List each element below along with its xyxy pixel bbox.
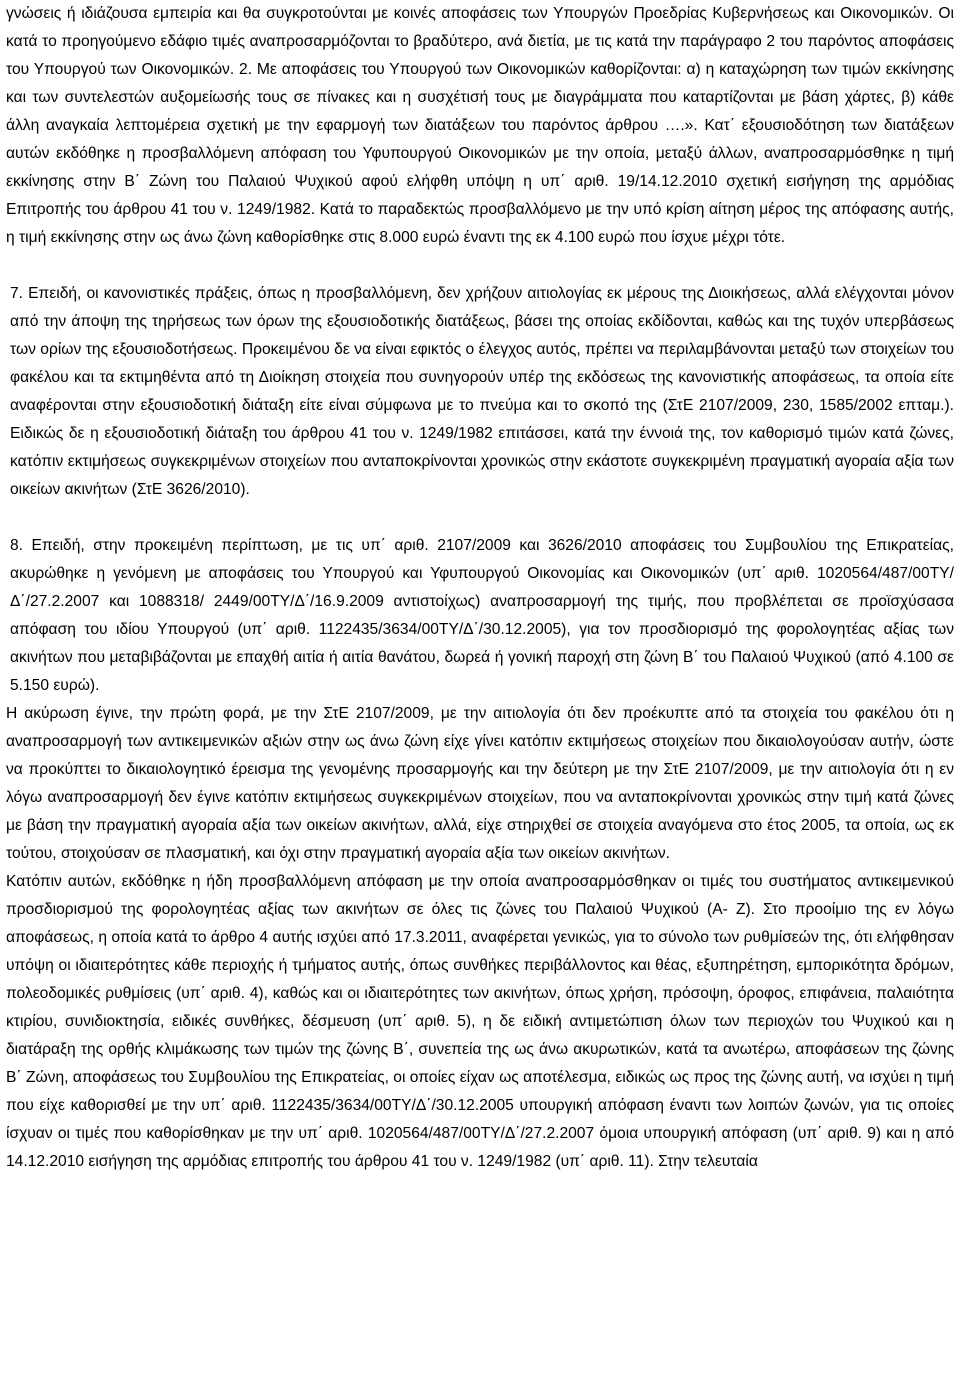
paragraph-8: 8. Επειδή, στην προκειμένη περίπτωση, με τις υπ΄ αριθ. 2107/2009 και 3626/2010 αποφάσεις του Συμβουλίου της Επικρατείας, ακυρώθηκε η γενόμενη με αποφάσεις του Υπουργού και Υφυπουργού Οικονομίας και Οικονομικών (υπ΄ αριθ. 1020564/487/00ΤΥ/Δ΄/27.2.2007 και 1088318/ 2449/00ΤΥ/Δ΄/16.9.2009 αντιστοίχως) αναπροσαρμογή της τιμής, που προβλέπεται σε προϊσχύσασα απόφαση του ιδίου Υπουργού (υπ΄ αριθ. 1122435/3634/00ΤΥ/Δ΄/30.12.2005), για τον προσδιορισμό της φορολογητέας αξίας των ακινήτων που μεταβιβάζονται με επαχθή αιτία ή αιτία θανάτου, δωρεά ή γονική παροχή στη ζώνη Β΄ του Παλαιού Ψυχικού (από 4.100 σε 5.150 ευρώ). (10, 537, 954, 694)
paragraph-spacer (6, 252, 954, 280)
paragraph-intro: γνώσεις ή ιδιάζουσα εμπειρία και θα συγκροτούνται με κοινές αποφάσεις των Υπουργών Προεδρίας Κυβερνήσεως και Οικονομικών. Οι κατά το προηγούμενο εδάφιο τιμές αναπροσαρμόζονται το βραδύτερο, ανά διετία, με τις κατά την παράγραφο 2 του παρόντος αποφάσεις του Υπουργού των Οικονομικών. 2. Με αποφάσεις του Υπουργού των Οικονομικών καθορίζονται: α) η καταχώρηση των τιμών εκκίνησης και των συντελεστών αυξομείωσής τους σε πίνακες και η συσχέτισή τους με διαγράμματα που καταρτίζονται με βάση χάρτες, β) κάθε άλλη αναγκαία λεπτομέρεια σχετική με την εφαρμογή των διατάξεων του παρόντος άρθρου ….». Κατ΄ εξουσιοδότηση των διατάξεων αυτών εκδόθηκε η προσβαλλόμενη απόφαση του Υφυπουργού Οικονομικών με την οποία, μεταξύ άλλων, αναπροσαρμόσθηκε η τιμή εκκίνησης στην Β΄ Ζώνη του Παλαιού Ψυχικού αφού ελήφθη υπόψη η υπ΄ αριθ. 19/14.12.2010 σχετική εισήγηση της αρμόδιας Επιτροπής του άρθρου 41 του ν. 1249/1982. Κατά το παραδεκτώς προσβαλλόμενο με την υπό κρίση αίτηση μέρος της απόφασης αυτής, η τιμή εκκίνησης στην ως άνω ζώνη καθορίσθηκε στις 8.000 ευρώ έναντι της εκ 4.100 ευρώ που ίσχυε μέχρι τότε. (6, 5, 954, 246)
document-page (6, 0, 954, 1176)
paragraph-spacer (6, 504, 954, 532)
paragraph-7: 7. Επειδή, οι κανονιστικές πράξεις, όπως η προσβαλλόμενη, δεν χρήζουν αιτιολογίας εκ μέρους της Διοικήσεως, αλλά ελέγχονται μόνον από την άποψη της τηρήσεως των όρων της εξουσιοδοτικής διατάξεως, βάσει της οποίας εκδίδονται, καθώς και της τυχόν υπερβάσεως των ορίων της εξουσιοδοτήσεως. Προκειμένου δε να είναι εφικτός ο έλεγχος αυτός, πρέπει να περιλαμβάνονται μεταξύ των στοιχείων του φακέλου και τα εκτιμηθέντα από τη Διοίκηση στοιχεία που συνηγορούν υπέρ της εκδόσεως της κανονιστικής αποφάσεως, τα οποία είτε αναφέρονται στην εξουσιοδοτική διάταξη είτε είναι σύμφωνα με το πνεύμα και το σκοπό της (ΣτΕ 2107/2009, 230, 1585/2002 επταμ.). Ειδικώς δε η εξουσιοδοτική διάταξη του άρθρου 41 του ν. 1249/1982 επιτάσσει, κατά την έννοιά της, τον καθορισμό τιμών κατά ζώνες, κατόπιν εκτιμήσεως συγκεκριμένων στοιχείων που ανταποκρίνονται χρονικώς στην εκάστοτε συγκεκριμένη πραγματική αγοραία αξία των οικείων ακινήτων (ΣτΕ 3626/2010). (10, 285, 954, 498)
paragraph-consequently: Κατόπιν αυτών, εκδόθηκε η ήδη προσβαλλόμενη απόφαση με την οποία αναπροσαρμόσθηκαν οι τιμές του συστήματος αντικειμενικού προσδιορισμού της φορολογητέας αξίας των ακινήτων σε όλες τις ζώνες του Παλαιού Ψυχικού (Α- Ζ). Στο προοίμιο της εν λόγω αποφάσεως, η οποία κατά το άρθρο 4 αυτής ισχύει από 17.3.2011, αναφέρεται γενικώς, για το σύνολο των ρυθμίσεών της, ότι ελήφθησαν υπόψη οι ιδιαιτερότητες κάθε περιοχής ή τμήματος αυτής, όπως συνθήκες περιβάλλοντος και θέας, εξυπηρέτηση, εμπορικότητα δρόμων, πολεοδομικές ρυθμίσεις (υπ΄ αριθ. 4), καθώς και οι ιδιαιτερότητες των ακινήτων, όπως χρήση, πρόσοψη, όροφος, επιφάνεια, παλαιότητα κτιρίου, συνιδιοκτησία, ειδικές συνθήκες, δέσμευση (υπ΄ αριθ. 5), η δε ειδική αντιμετώπιση όλων των περιοχών του Ψυχικού και η διατάραξη της ορθής κλιμάκωσης των τιμών της ζώνης Β΄, συνεπεία της ως άνω ακυρωτικών, κατά τα ανωτέρω, αποφάσεων της ζώνης Β΄ Ζώνη, αποφάσεως του Συμβουλίου της Επικρατείας, οι οποίες είχαν ως αποτέλεσμα, ειδικώς ως προς της ζώνης αυτή, να ισχύει η τιμή που είχε καθορισθεί με την υπ΄ αριθ. 1122435/3634/00ΤΥ/Δ΄/30.12.2005 υπουργική απόφαση έναντι των λοιπών ζωνών, για τις οποίες ίσχυαν οι τιμές που καθορίσθηκαν με την υπ΄ αριθ. 1020564/487/00ΤΥ/Δ΄/27.2.2007 όμοια υπουργική απόφαση (υπ΄ αριθ. 9) και η από 14.12.2010 εισήγηση της αρμόδιας επιτροπής του άρθρου 41 του ν. 1249/1982 (υπ΄ αριθ. 11). Στην τελευταία (6, 873, 954, 1170)
paragraph-annulment: Η ακύρωση έγινε, την πρώτη φορά, με την ΣτΕ 2107/2009, με την αιτιολογία ότι δεν προέκυπτε από τα στοιχεία του φακέλου ότι η αναπροσαρμογή των αντικειμενικών αξιών στην ως άνω ζώνη είχε γίνει κατόπιν εκτιμήσεως στοιχείων που δικαιολογούσαν αυτήν, ώστε να προκύπτει το δικαιολογητικό έρεισμα της γενομένης προσαρμογής και την δεύτερη με την ΣτΕ 2107/2009, με την αιτιολογία ότι η εν λόγω αναπροσαρμογή δεν έγινε κατόπιν εκτιμήσεως συγκεκριμένων στοιχείων, που να ανταποκρίνονται χρονικώς στην τιμή κατά ζώνες με βάση την πραγματική αγοραία αξία των οικείων ακινήτων, αλλά, είχε στηριχθεί σε στοιχεία αναγόμενα στο έτος 2005, τα οποία, ως εκ τούτου, στοιχούσαν σε πλασματική, και όχι στην πραγματική αγοραία αξία των οικείων ακινήτων. (6, 705, 954, 862)
